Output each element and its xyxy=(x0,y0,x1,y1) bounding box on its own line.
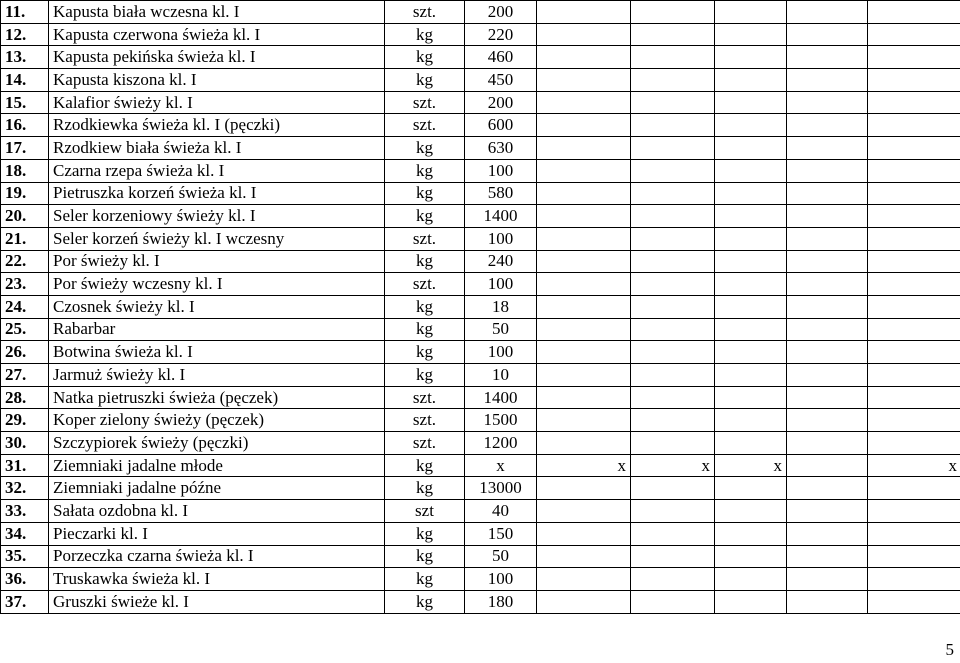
table-row xyxy=(1,341,960,364)
extra-cell xyxy=(537,137,631,160)
quantity-cell: x xyxy=(465,454,537,477)
row-number-cell: 17. xyxy=(1,137,49,160)
extra-cell xyxy=(715,432,787,455)
extra-cell xyxy=(537,568,631,591)
unit-cell: kg xyxy=(385,295,465,318)
extra-cell xyxy=(631,341,715,364)
quantity-cell: 100 xyxy=(465,568,537,591)
table-row xyxy=(1,69,960,92)
extra-cell xyxy=(868,295,960,318)
extra-cell xyxy=(787,409,868,432)
extra-cell xyxy=(537,364,631,387)
extra-cell xyxy=(537,1,631,24)
quantity-cell: 100 xyxy=(465,273,537,296)
table-row xyxy=(1,205,960,228)
unit-cell: szt. xyxy=(385,386,465,409)
row-number-cell: 15. xyxy=(1,91,49,114)
extra-cell xyxy=(631,409,715,432)
table-row xyxy=(1,522,960,545)
extra-cell xyxy=(715,182,787,205)
product-name-cell: Koper zielony świeży (pęczek) xyxy=(49,409,385,432)
extra-cell xyxy=(715,386,787,409)
unit-cell: kg xyxy=(385,250,465,273)
unit-cell: szt. xyxy=(385,1,465,24)
table-row xyxy=(1,159,960,182)
extra-cell xyxy=(787,432,868,455)
extra-cell xyxy=(787,227,868,250)
extra-cell: x xyxy=(631,454,715,477)
extra-cell xyxy=(537,250,631,273)
extra-cell: x xyxy=(715,454,787,477)
table-row xyxy=(1,500,960,523)
extra-cell xyxy=(631,568,715,591)
quantity-cell: 1500 xyxy=(465,409,537,432)
unit-cell: kg xyxy=(385,590,465,613)
product-name-cell: Szczypiorek świeży (pęczki) xyxy=(49,432,385,455)
product-name-cell: Ziemniaki jadalne młode xyxy=(49,454,385,477)
unit-cell: szt. xyxy=(385,432,465,455)
quantity-cell: 200 xyxy=(465,1,537,24)
extra-cell xyxy=(537,46,631,69)
extra-cell xyxy=(537,545,631,568)
product-name-cell: Pietruszka korzeń świeża kl. I xyxy=(49,182,385,205)
extra-cell xyxy=(868,91,960,114)
product-name-cell: Ziemniaki jadalne późne xyxy=(49,477,385,500)
table-row xyxy=(1,590,960,613)
unit-cell: szt. xyxy=(385,273,465,296)
unit-cell: kg xyxy=(385,364,465,387)
extra-cell xyxy=(537,590,631,613)
extra-cell xyxy=(537,477,631,500)
extra-cell xyxy=(715,318,787,341)
table-body xyxy=(1,1,960,614)
extra-cell xyxy=(868,46,960,69)
extra-cell xyxy=(715,477,787,500)
extra-cell xyxy=(868,114,960,137)
extra-cell xyxy=(868,137,960,160)
extra-cell xyxy=(537,227,631,250)
row-number-cell: 35. xyxy=(1,545,49,568)
quantity-cell: 50 xyxy=(465,318,537,341)
row-number-cell: 14. xyxy=(1,69,49,92)
unit-cell: szt xyxy=(385,500,465,523)
extra-cell xyxy=(715,273,787,296)
extra-cell xyxy=(631,91,715,114)
extra-cell xyxy=(537,69,631,92)
extra-cell xyxy=(715,295,787,318)
extra-cell xyxy=(631,46,715,69)
product-name-cell: Gruszki świeże kl. I xyxy=(49,590,385,613)
extra-cell xyxy=(631,1,715,24)
extra-cell xyxy=(787,159,868,182)
product-name-cell: Kapusta pekińska świeża kl. I xyxy=(49,46,385,69)
table-row xyxy=(1,182,960,205)
extra-cell xyxy=(787,386,868,409)
unit-cell: kg xyxy=(385,69,465,92)
extra-cell xyxy=(787,590,868,613)
product-name-cell: Truskawka świeża kl. I xyxy=(49,568,385,591)
extra-cell xyxy=(868,386,960,409)
unit-cell: kg xyxy=(385,159,465,182)
row-number-cell: 23. xyxy=(1,273,49,296)
extra-cell xyxy=(715,137,787,160)
extra-cell xyxy=(715,522,787,545)
extra-cell xyxy=(787,205,868,228)
row-number-cell: 18. xyxy=(1,159,49,182)
product-name-cell: Kalafior świeży kl. I xyxy=(49,91,385,114)
extra-cell xyxy=(787,545,868,568)
quantity-cell: 1400 xyxy=(465,205,537,228)
table-row xyxy=(1,273,960,296)
extra-cell xyxy=(537,114,631,137)
extra-cell xyxy=(537,273,631,296)
quantity-cell: 580 xyxy=(465,182,537,205)
table-row xyxy=(1,91,960,114)
row-number-cell: 26. xyxy=(1,341,49,364)
unit-cell: kg xyxy=(385,341,465,364)
unit-cell: szt. xyxy=(385,114,465,137)
table-row xyxy=(1,409,960,432)
quantity-cell: 600 xyxy=(465,114,537,137)
extra-cell xyxy=(631,182,715,205)
extra-cell xyxy=(715,114,787,137)
extra-cell xyxy=(715,205,787,228)
table-row xyxy=(1,114,960,137)
extra-cell xyxy=(868,409,960,432)
quantity-cell: 1400 xyxy=(465,386,537,409)
extra-cell xyxy=(868,1,960,24)
extra-cell xyxy=(715,568,787,591)
extra-cell xyxy=(787,364,868,387)
extra-cell xyxy=(631,295,715,318)
row-number-cell: 22. xyxy=(1,250,49,273)
extra-cell xyxy=(787,341,868,364)
extra-cell xyxy=(715,364,787,387)
row-number-cell: 28. xyxy=(1,386,49,409)
product-name-cell: Jarmuż świeży kl. I xyxy=(49,364,385,387)
row-number-cell: 34. xyxy=(1,522,49,545)
unit-cell: kg xyxy=(385,568,465,591)
extra-cell xyxy=(631,114,715,137)
product-name-cell: Rzodkiewka świeża kl. I (pęczki) xyxy=(49,114,385,137)
product-name-cell: Por świeży wczesny kl. I xyxy=(49,273,385,296)
product-name-cell: Pieczarki kl. I xyxy=(49,522,385,545)
extra-cell xyxy=(868,182,960,205)
extra-cell xyxy=(537,500,631,523)
extra-cell xyxy=(868,318,960,341)
extra-cell xyxy=(868,522,960,545)
unit-cell: kg xyxy=(385,477,465,500)
product-name-cell: Rabarbar xyxy=(49,318,385,341)
table-row xyxy=(1,545,960,568)
extra-cell xyxy=(787,1,868,24)
page-number: 5 xyxy=(945,640,954,659)
row-number-cell: 24. xyxy=(1,295,49,318)
unit-cell: szt. xyxy=(385,227,465,250)
extra-cell xyxy=(715,159,787,182)
extra-cell xyxy=(868,590,960,613)
table-row xyxy=(1,432,960,455)
extra-cell xyxy=(787,137,868,160)
row-number-cell: 29. xyxy=(1,409,49,432)
product-name-cell: Porzeczka czarna świeża kl. I xyxy=(49,545,385,568)
table-row xyxy=(1,454,960,477)
product-name-cell: Czosnek świeży kl. I xyxy=(49,295,385,318)
extra-cell xyxy=(631,69,715,92)
extra-cell xyxy=(537,205,631,228)
quantity-cell: 100 xyxy=(465,227,537,250)
extra-cell xyxy=(868,545,960,568)
extra-cell xyxy=(537,91,631,114)
quantity-cell: 40 xyxy=(465,500,537,523)
extra-cell xyxy=(787,522,868,545)
extra-cell xyxy=(631,545,715,568)
row-number-cell: 19. xyxy=(1,182,49,205)
product-name-cell: Natka pietruszki świeża (pęczek) xyxy=(49,386,385,409)
extra-cell xyxy=(537,159,631,182)
extra-cell xyxy=(868,568,960,591)
unit-cell: kg xyxy=(385,23,465,46)
unit-cell: kg xyxy=(385,522,465,545)
product-name-cell: Seler korzeniowy świeży kl. I xyxy=(49,205,385,228)
row-number-cell: 31. xyxy=(1,454,49,477)
table-row xyxy=(1,137,960,160)
extra-cell xyxy=(868,364,960,387)
extra-cell xyxy=(631,318,715,341)
extra-cell xyxy=(631,227,715,250)
unit-cell: kg xyxy=(385,545,465,568)
row-number-cell: 36. xyxy=(1,568,49,591)
extra-cell xyxy=(715,46,787,69)
extra-cell xyxy=(715,545,787,568)
extra-cell xyxy=(868,477,960,500)
table-row xyxy=(1,227,960,250)
unit-cell: szt. xyxy=(385,409,465,432)
quantity-cell: 13000 xyxy=(465,477,537,500)
product-name-cell: Botwina świeża kl. I xyxy=(49,341,385,364)
unit-cell: kg xyxy=(385,454,465,477)
row-number-cell: 16. xyxy=(1,114,49,137)
extra-cell xyxy=(715,590,787,613)
product-name-cell: Rzodkiew biała świeża kl. I xyxy=(49,137,385,160)
quantity-cell: 50 xyxy=(465,545,537,568)
quantity-cell: 220 xyxy=(465,23,537,46)
extra-cell xyxy=(537,386,631,409)
product-name-cell: Kapusta kiszona kl. I xyxy=(49,69,385,92)
row-number-cell: 21. xyxy=(1,227,49,250)
row-number-cell: 20. xyxy=(1,205,49,228)
extra-cell xyxy=(715,1,787,24)
extra-cell xyxy=(537,432,631,455)
extra-cell xyxy=(787,454,868,477)
extra-cell xyxy=(787,318,868,341)
extra-cell xyxy=(787,182,868,205)
quantity-cell: 200 xyxy=(465,91,537,114)
extra-cell xyxy=(537,318,631,341)
row-number-cell: 30. xyxy=(1,432,49,455)
extra-cell xyxy=(868,23,960,46)
unit-cell: kg xyxy=(385,182,465,205)
extra-cell xyxy=(868,341,960,364)
extra-cell xyxy=(537,182,631,205)
extra-cell xyxy=(537,23,631,46)
extra-cell xyxy=(715,227,787,250)
unit-cell: kg xyxy=(385,205,465,228)
extra-cell xyxy=(787,295,868,318)
extra-cell xyxy=(787,69,868,92)
extra-cell xyxy=(631,590,715,613)
extra-cell xyxy=(715,500,787,523)
extra-cell xyxy=(787,273,868,296)
extra-cell xyxy=(631,273,715,296)
unit-cell: szt. xyxy=(385,91,465,114)
quantity-cell: 150 xyxy=(465,522,537,545)
table-row xyxy=(1,23,960,46)
extra-cell xyxy=(787,23,868,46)
extra-cell xyxy=(631,250,715,273)
extra-cell xyxy=(868,227,960,250)
extra-cell xyxy=(715,23,787,46)
row-number-cell: 13. xyxy=(1,46,49,69)
quantity-cell: 100 xyxy=(465,341,537,364)
extra-cell xyxy=(787,568,868,591)
extra-cell xyxy=(787,46,868,69)
extra-cell xyxy=(868,432,960,455)
extra-cell xyxy=(631,205,715,228)
extra-cell xyxy=(631,477,715,500)
extra-cell xyxy=(787,250,868,273)
product-name-cell: Por świeży kl. I xyxy=(49,250,385,273)
table-row xyxy=(1,318,960,341)
extra-cell xyxy=(537,522,631,545)
unit-cell: kg xyxy=(385,46,465,69)
table-row xyxy=(1,364,960,387)
extra-cell xyxy=(868,273,960,296)
extra-cell xyxy=(868,69,960,92)
extra-cell xyxy=(631,159,715,182)
quantity-cell: 460 xyxy=(465,46,537,69)
quantity-cell: 630 xyxy=(465,137,537,160)
extra-cell xyxy=(787,477,868,500)
table-row xyxy=(1,386,960,409)
extra-cell xyxy=(715,69,787,92)
quantity-cell: 10 xyxy=(465,364,537,387)
row-number-cell: 11. xyxy=(1,1,49,24)
extra-cell xyxy=(537,341,631,364)
product-name-cell: Czarna rzepa świeża kl. I xyxy=(49,159,385,182)
row-number-cell: 33. xyxy=(1,500,49,523)
extra-cell xyxy=(715,341,787,364)
extra-cell xyxy=(631,137,715,160)
extra-cell xyxy=(787,114,868,137)
extra-cell xyxy=(715,91,787,114)
row-number-cell: 25. xyxy=(1,318,49,341)
extra-cell xyxy=(631,386,715,409)
extra-cell xyxy=(715,409,787,432)
product-name-cell: Sałata ozdobna kl. I xyxy=(49,500,385,523)
extra-cell xyxy=(787,91,868,114)
extra-cell xyxy=(868,250,960,273)
extra-cell xyxy=(868,205,960,228)
quantity-cell: 18 xyxy=(465,295,537,318)
extra-cell xyxy=(868,159,960,182)
extra-cell xyxy=(631,23,715,46)
quantity-cell: 240 xyxy=(465,250,537,273)
product-name-cell: Seler korzeń świeży kl. I wczesny xyxy=(49,227,385,250)
product-name-cell: Kapusta czerwona świeża kl. I xyxy=(49,23,385,46)
extra-cell: x xyxy=(537,454,631,477)
row-number-cell: 12. xyxy=(1,23,49,46)
extra-cell xyxy=(537,295,631,318)
extra-cell: x xyxy=(868,454,960,477)
table-row xyxy=(1,250,960,273)
table-row xyxy=(1,1,960,24)
extra-cell xyxy=(631,432,715,455)
extra-cell xyxy=(631,364,715,387)
quantity-cell: 450 xyxy=(465,69,537,92)
extra-cell xyxy=(537,409,631,432)
extra-cell xyxy=(868,500,960,523)
table-row xyxy=(1,295,960,318)
extra-cell xyxy=(715,250,787,273)
row-number-cell: 37. xyxy=(1,590,49,613)
quantity-cell: 100 xyxy=(465,159,537,182)
row-number-cell: 27. xyxy=(1,364,49,387)
table-row xyxy=(1,568,960,591)
row-number-cell: 32. xyxy=(1,477,49,500)
product-name-cell: Kapusta biała wczesna kl. I xyxy=(49,1,385,24)
unit-cell: kg xyxy=(385,318,465,341)
table-row xyxy=(1,477,960,500)
quantity-cell: 1200 xyxy=(465,432,537,455)
quantity-cell: 180 xyxy=(465,590,537,613)
unit-cell: kg xyxy=(385,137,465,160)
table-row xyxy=(1,46,960,69)
extra-cell xyxy=(631,522,715,545)
extra-cell xyxy=(631,500,715,523)
extra-cell xyxy=(787,500,868,523)
